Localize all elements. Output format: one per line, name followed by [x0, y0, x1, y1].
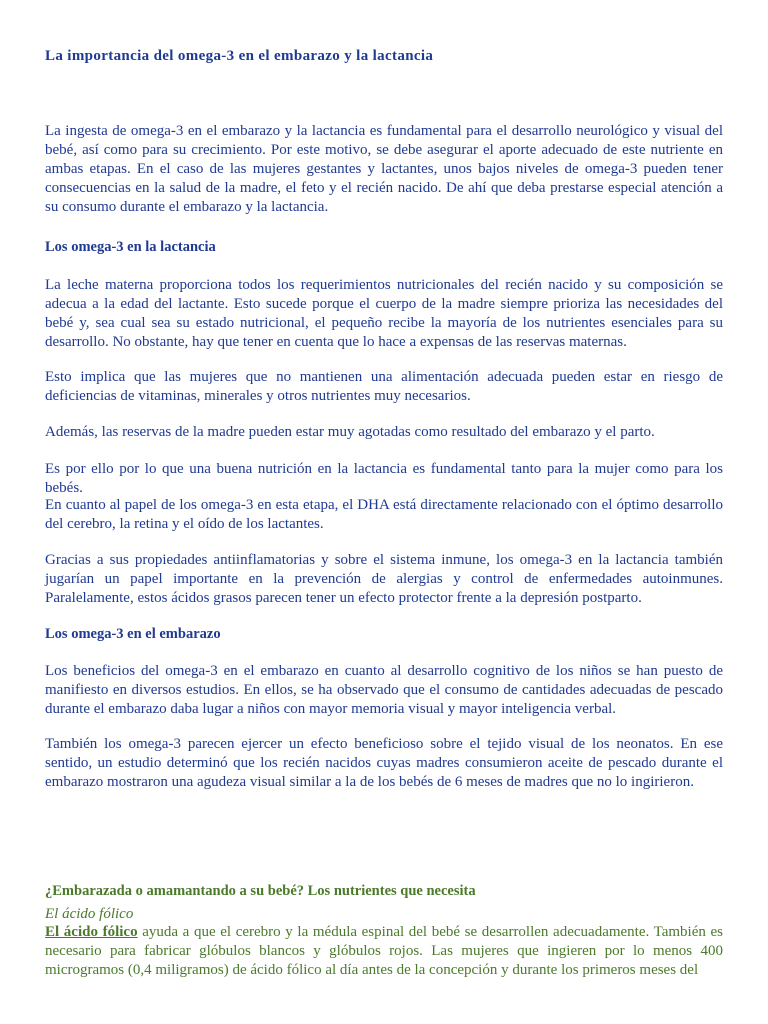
folic-acid-subheading: El ácido fólico — [45, 906, 134, 922]
lactancia-paragraph-4a: Es por ello por lo que una buena nutrición en la lactancia es fundamental tanto para la mujer como para los bebés. — [45, 461, 723, 496]
lactancia-paragraph-4b: En cuanto al papel de los omega-3 en esta etapa, el DHA está directamente relacionado con el óptimo desarrollo del cerebro, la retina y el oído de los lactantes. — [45, 497, 723, 532]
lactancia-paragraph-1: La leche materna proporciona todos los requerimientos nutricionales del recién nacido y su composición se adecua a la edad del lactante. Esto sucede porque el cuerpo de la madre siempre prioriza las necesidades del bebé y, sea cual sea su estado nutricional, el pequeño recibe la mayoría de los nutrientes esenciales para su desarrollo. No obstante, hay que tener en cuenta que lo hace a expensas de las reservas maternas. — [45, 277, 723, 350]
lactancia-paragraph-5: Gracias a sus propiedades antiinflamatorias y sobre el sistema inmune, los omega-3 en la lactancia también jugarían un papel importante en la prevención de alergias y control de enfermedades autoinmunes. Paralelamente, estos ácidos grasos parecen tener un efecto protector frente a la depresión postparto. — [45, 552, 723, 606]
lactancia-heading: Los omega-3 en la lactancia — [45, 239, 216, 255]
nutrients-heading: ¿Embarazada o amamantando a su bebé? Los nutrientes que necesita — [45, 883, 476, 899]
lactancia-paragraph-3: Además, las reservas de la madre pueden estar muy agotadas como resultado del embarazo y el parto. — [45, 424, 655, 440]
embarazo-paragraph-1: Los beneficios del omega-3 en el embarazo en cuanto al desarrollo cognitivo de los niños se han puesto de manifiesto en diversos estudios. En ellos, se ha observado que el consumo de cantidades adecuadas de pescado durante el embarazo daba lugar a niños con mayor memoria visual y mayor inteligencia verbal. — [45, 663, 723, 717]
article-title: La importancia del omega-3 en el embarazo y la lactancia — [45, 48, 434, 64]
folic-acid-link[interactable]: El ácido fólico — [45, 924, 138, 940]
intro-paragraph: La ingesta de omega-3 en el embarazo y la lactancia es fundamental para el desarrollo neurológico y visual del bebé, así como para su crecimiento. Por este motivo, se debe asegurar el aporte adecuado de este nutriente en ambas etapas. En el caso de las mujeres gestantes y lactantes, unos bajos niveles de omega-3 pueden tener consecuencias en la salud de la madre, el feto y el recién nacido. De ahí que deba prestarse especial atención a su consumo durante el embarazo y la lactancia. — [45, 123, 723, 215]
embarazo-heading: Los omega-3 en el embarazo — [45, 626, 221, 642]
lactancia-paragraph-2: Esto implica que las mujeres que no mantienen una alimentación adecuada pueden estar en riesgo de deficiencias de vitaminas, minerales y otros nutrientes muy necesarios. — [45, 369, 723, 404]
folic-acid-paragraph — [45, 923, 723, 980]
embarazo-paragraph-2: También los omega-3 parecen ejercer un efecto beneficioso sobre el tejido visual de los neonatos. En ese sentido, un estudio determinó que los recién nacidos cuyas madres consumieron aceite de pescado durante el embarazo mostraron una agudeza visual similar a la de los bebés de 6 meses de madres que no lo ingirieron. — [45, 736, 723, 790]
folic-acid-body: ayuda a que el cerebro y la médula espinal del bebé se desarrollen adecuadamente. También es necesario para fabricar glóbulos blancos y glóbulos rojos. Las mujeres que ingieren por lo menos 400 microgramos (0,4 miligramos) de ácido fólico al día antes de la concepción y durante los primeros meses del — [45, 924, 723, 978]
